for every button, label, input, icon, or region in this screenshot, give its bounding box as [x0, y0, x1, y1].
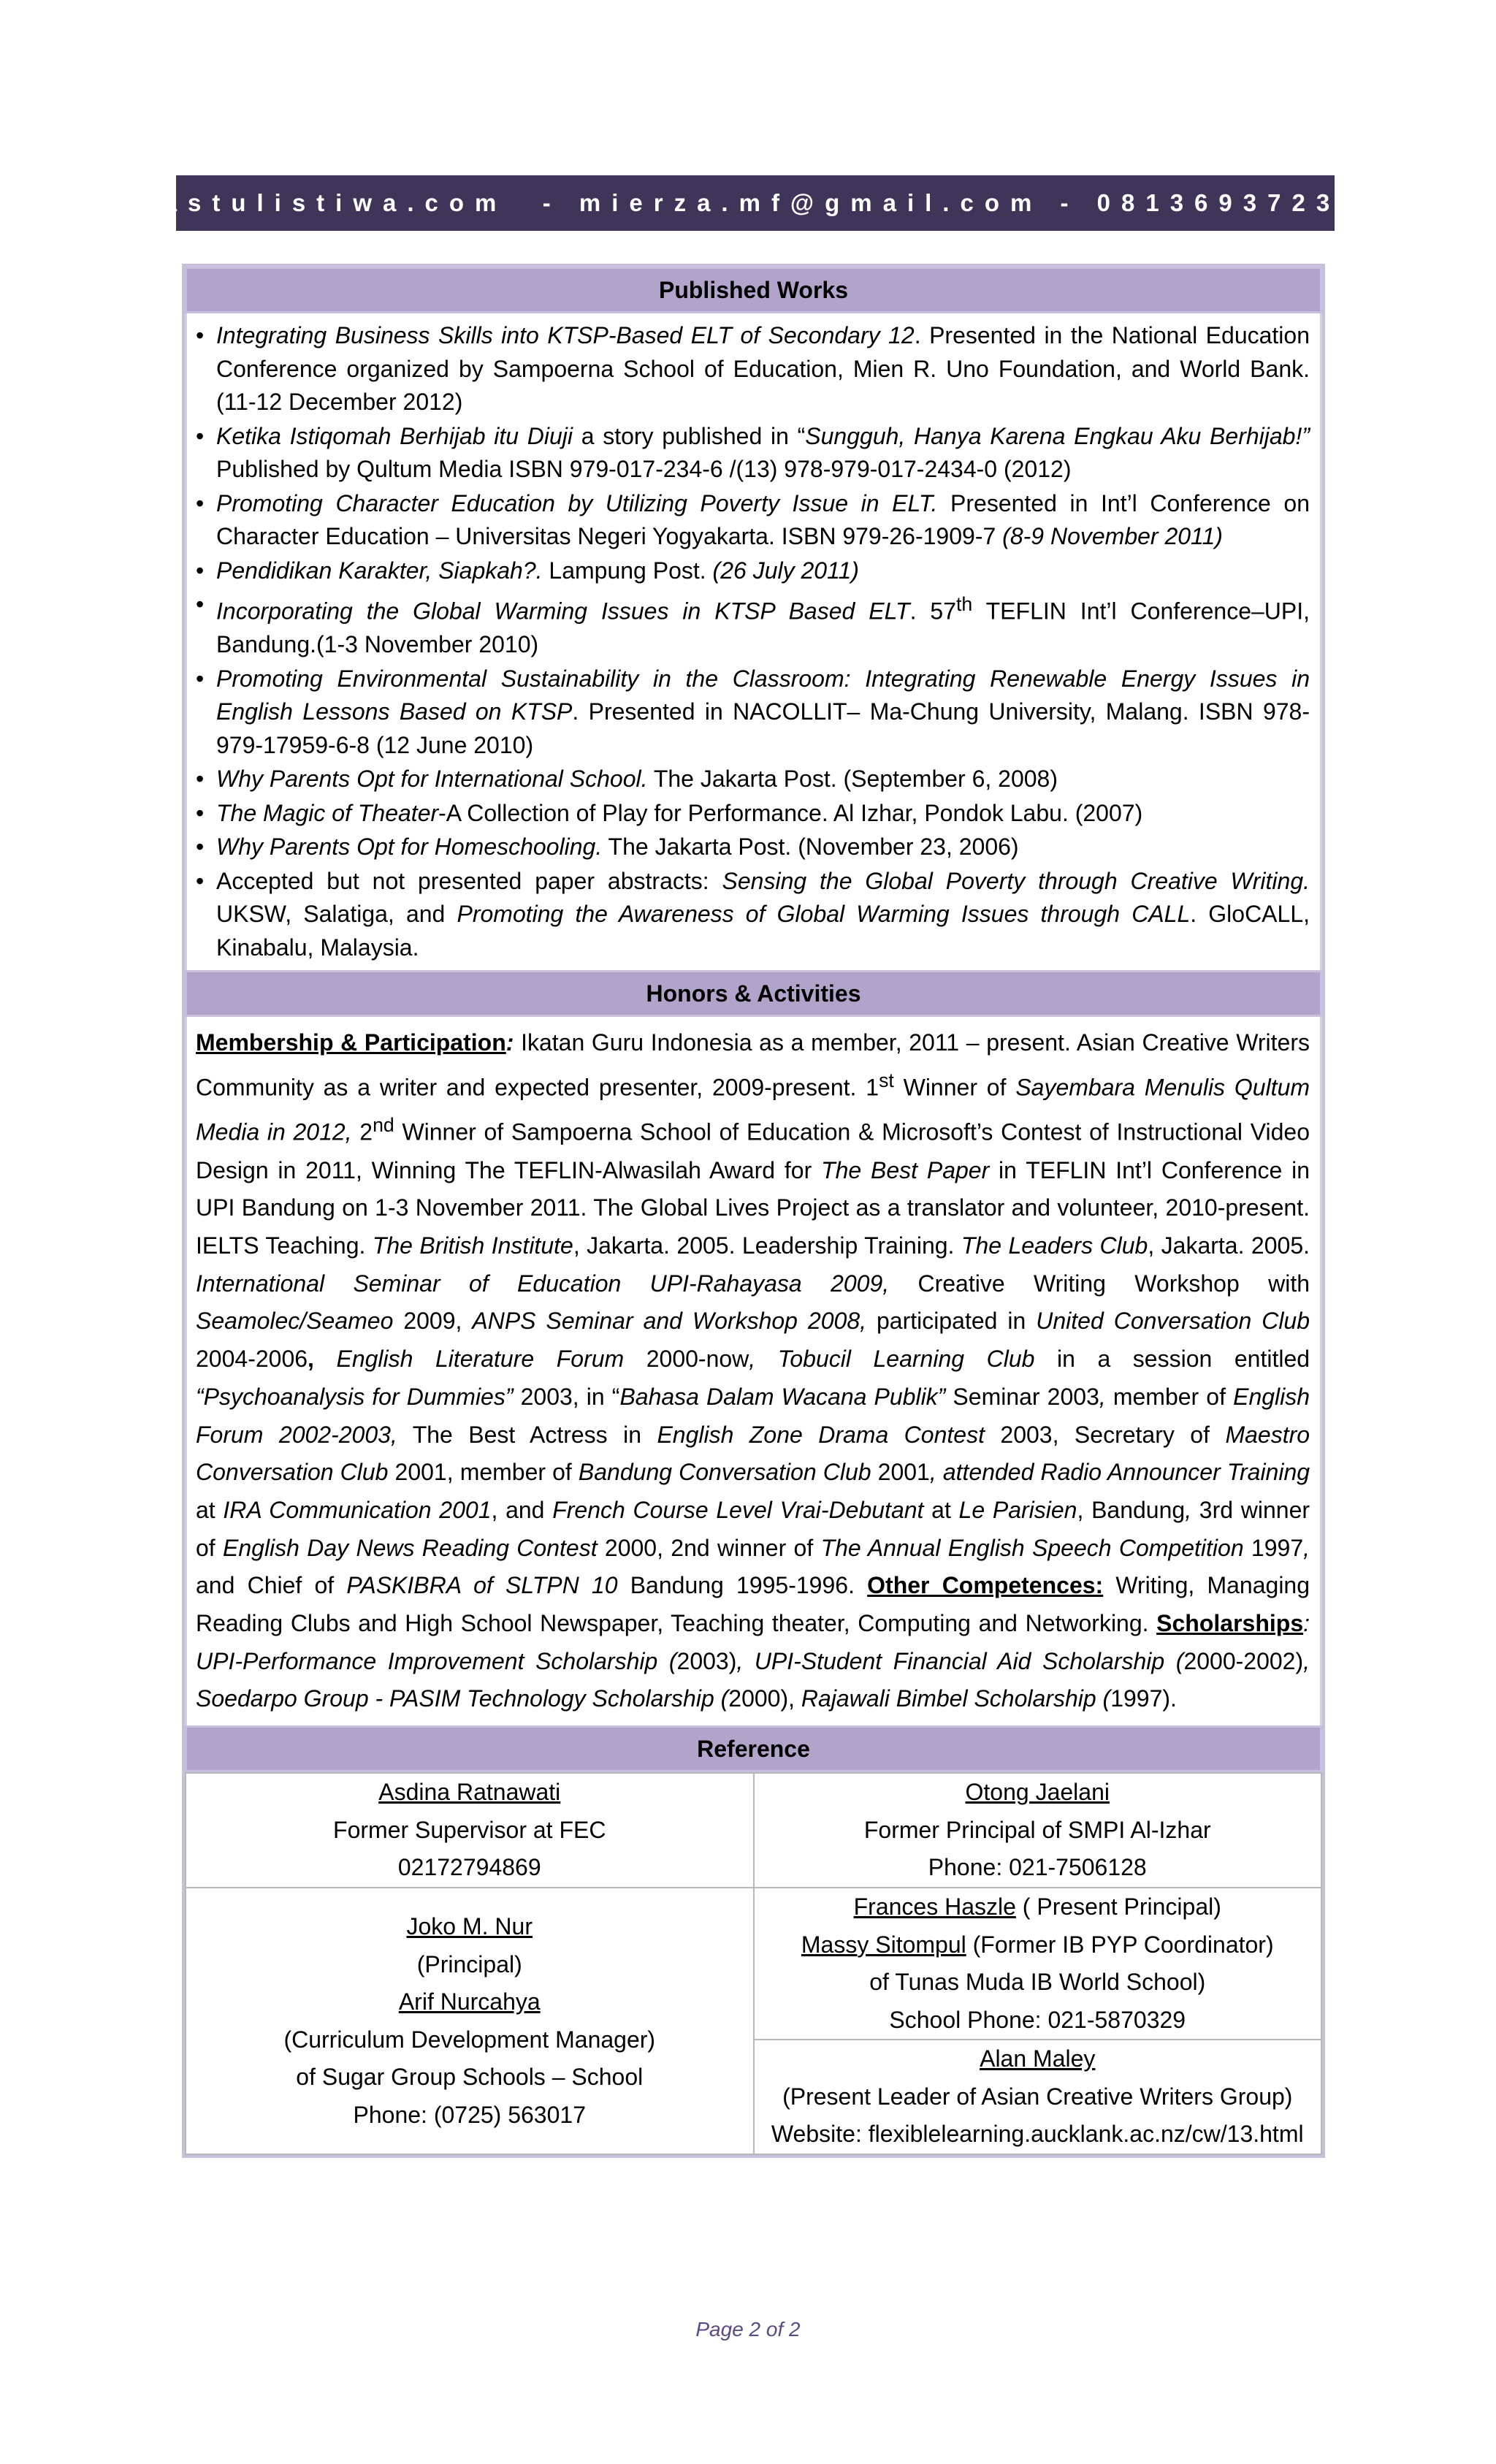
text: , Tobucil Learning Club	[749, 1346, 1035, 1373]
work-details: The Jakarta Post. (November 23, 2006)	[602, 834, 1019, 861]
text: French Course Level Vrai-Debutant	[552, 1496, 924, 1523]
reference-name: Massy Sitompul	[801, 1931, 966, 1958]
text: 2003, Secretary of	[984, 1421, 1226, 1448]
text: The Best Actress in	[397, 1421, 657, 1448]
list-item	[196, 554, 1310, 588]
text: Bahasa Dalam Wacana Publik”	[619, 1383, 946, 1410]
text: Creative Writing Workshop with	[889, 1270, 1310, 1297]
text: The Annual English Speech Competition	[820, 1534, 1244, 1561]
text: United Conversation Club	[1036, 1308, 1310, 1335]
work-title: Promoting Character Education by Utilizing Poverty Issue in ELT.	[216, 489, 938, 516]
reference-cell	[186, 1888, 754, 2154]
text: Writing, Managing Reading Clubs and High School Newspaper, Teaching theater, Computing and Networking.	[196, 1572, 1310, 1637]
text: ,	[308, 1346, 314, 1373]
text: Bandung 1995-1996.	[617, 1572, 868, 1599]
work-details: Published by Qultum Media ISBN 979-017-234-6 /(13) 978-979-017-2434-0 (2012)	[216, 456, 1072, 482]
text: in TEFLIN Int’l Conference in UPI Bandung on 1-3 November 2011. The Global Lives Project as a translator and volunteer, 2010-present. IELTS Teaching.	[196, 1156, 1310, 1259]
bullet-icon: •	[196, 322, 205, 348]
published-works-body	[185, 313, 1322, 970]
reference-detail: (Present Leader of Asian Creative Writers Group)	[782, 2083, 1293, 2110]
text: Rajawali Bimbel Scholarship (	[801, 1685, 1111, 1712]
bullet-icon: •	[196, 591, 205, 617]
text: 2000-2002)	[1183, 1647, 1304, 1674]
text: Ikatan Guru Indonesia as a member, 2011 – present. Asian Creative Writers Community as a writer and expected presenter, 2009-present. 1	[196, 1029, 1310, 1101]
reference-detail: of Sugar Group Schools – School	[296, 2064, 644, 2091]
published-works-heading	[185, 267, 1322, 313]
text: ,	[1303, 1534, 1310, 1561]
reference-detail: Former Supervisor at FEC	[333, 1816, 606, 1843]
text: English Zone Drama Contest	[657, 1421, 985, 1448]
text: Sayembara Menulis Qultum Media in 2012,	[196, 1074, 1310, 1145]
list-item	[196, 797, 1310, 831]
reference-cell	[754, 1773, 1322, 1888]
reference-cell	[754, 2040, 1322, 2154]
work-title: Why Parents Opt for International School.	[216, 766, 648, 793]
membership-label: Membership & Participation	[196, 1029, 506, 1056]
text: ,	[1099, 1383, 1106, 1410]
scholarships-label: Scholarships	[1156, 1610, 1304, 1637]
text: ,	[1185, 1496, 1192, 1523]
table-row	[186, 1888, 1321, 2040]
text: 2000-now	[624, 1346, 749, 1373]
work-details: Accepted but not presented paper abstracts:	[216, 867, 722, 894]
section-title: Reference	[697, 1735, 810, 1762]
list-item	[196, 831, 1310, 864]
work-details: TEFLIN Int’l Conference–UPI, Bandung.(1-3 November 2010)	[216, 598, 1310, 658]
work-title: Ketika Istiqomah Berhijab itu Diuji	[216, 422, 573, 449]
work-title: Integrating Business Skills into KTSP-Based ELT of Secondary 12	[216, 322, 915, 348]
list-item	[196, 663, 1310, 763]
text: English Literature Forum	[313, 1346, 625, 1373]
reference-detail: of Tunas Muda IB World School)	[869, 1969, 1206, 1996]
table-row	[186, 1773, 1321, 1888]
text: 3rd winner of	[196, 1496, 1310, 1561]
list-item	[196, 865, 1310, 965]
text: , Bandung	[1077, 1496, 1186, 1523]
work-details: . Presented in the National Education Conference organized by Sampoerna School of Education, Mien R. Uno Foundation, and World Bank. (11-12 December 2012)	[216, 322, 1310, 415]
honors-activities-body: Membership & Participation: Ikatan Guru Indonesia as a member, 2011 – present. Asian Creative Writers Community as a writer and expected presenter, 2009-present. 1st Winner of Sayembara Menulis Qultum Media in 2012, 2nd Winner of Sampoerna School of Education & Microsoft’s Contest of Instructional Video Design in 2011, Winning The TEFLIN-Alwasilah Award for The Best Paper in TEFLIN Int’l Conference in UPI Bandung on 1-3 November 2011. The Global Lives Project as a translator and volunteer, 2010-present. IELTS Teaching. The British Institute, Jakarta. 2005. Leadership Training. The Leaders Club, Jakarta. 2005. International Seminar of Education UPI-Rahayasa 2009, Creative Writing Workshop with Seamolec/Seameo 2009, ANPS Seminar and Workshop 2008, participated in United Conversation Club 2004-2006, English Literature Forum 2000-now, Tobucil Learning Club in a session entitled “Psychoanalysis for Dummies” 2003, in “Bahasa Dalam Wacana Publik” Seminar 2003, member of English Forum 2002-2003, The Best Actress in English Zone Drama Contest 2003, Secretary of Maestro Conversation Club 2001, member of Bandung Conversation Club 2001, attended Radio Announcer Training at IRA Communication 2001, and French Course Level Vrai-Debutant at Le Parisien, Bandung, 3rd winner of English Day News Reading Contest 2000, 2nd winner of The Annual English Speech Competition 1997, and Chief of PASKIBRA of SLTPN 10 Bandung 1995-1996. Other Competences: Writing, Managing Reading Clubs and High School Newspaper, Teaching theater, Computing and Networking. Scholarships: UPI-Performance Improvement Scholarship (2003), UPI-Student Financial Aid Scholarship (2000-2002), Soedarpo Group - PASIM Technology Scholarship (2000), Rajawali Bimbel Scholarship (1997).	[185, 1017, 1322, 1725]
text: , and	[491, 1496, 553, 1523]
text: , UPI-Student Financial Aid Scholarship (	[736, 1647, 1184, 1674]
reference-name: Asdina Ratnawati	[378, 1779, 561, 1806]
page-number: Page 2 of 2	[695, 2318, 801, 2341]
work-details: UKSW, Salatiga, and	[216, 901, 457, 928]
text: , attended Radio Announcer Training	[929, 1459, 1310, 1486]
work-details: -A Collection of Play for Performance. Al Izhar, Pondok Labu. (2007)	[438, 799, 1143, 826]
list-item	[196, 588, 1310, 662]
text: at	[923, 1496, 959, 1523]
work-title: Incorporating the Global Warming Issues in KTSP Based ELT	[216, 598, 910, 625]
other-competences-label: Other Competences:	[867, 1572, 1104, 1599]
list-item	[196, 319, 1310, 419]
section-title: Honors & Activities	[646, 980, 861, 1007]
work-details: Lampung Post.	[542, 557, 713, 584]
bullet-icon: •	[196, 799, 205, 826]
bullet-icon: •	[196, 867, 205, 894]
bullet-icon: •	[196, 489, 205, 516]
bullet-icon: •	[196, 422, 205, 449]
text: “Psychoanalysis for Dummies”	[196, 1383, 514, 1410]
text: member of	[1105, 1383, 1234, 1410]
text: 1997	[1243, 1534, 1304, 1561]
work-title: Why Parents Opt for Homeschooling.	[216, 834, 603, 861]
text: Seamolec/Seameo	[196, 1308, 394, 1335]
text: International Seminar of Education UPI-Rahayasa 2009,	[196, 1270, 890, 1297]
work-details: a story published in “	[572, 422, 806, 449]
reference-table	[185, 1772, 1322, 2155]
ordinal-suffix: th	[956, 593, 973, 615]
work-date: (8-9 November 2011)	[1002, 523, 1223, 549]
work-title: Promoting Environmental Sustainability in the Classroom: Integrating Renewable Energy Issues in English Lessons Based on KTSP	[216, 665, 1310, 725]
reference-detail: Former Principal of SMPI Al-Izhar	[863, 1816, 1211, 1843]
contact-header-bar	[121, 175, 1389, 231]
list-item	[196, 420, 1310, 487]
text: Maestro Conversation Club	[196, 1421, 1310, 1486]
work-book-title: Sungguh, Hanya Karena Engkau Aku Berhijab!”	[805, 422, 1310, 449]
reference-detail: (Principal)	[416, 1950, 522, 1977]
reference-detail: 02172794869	[397, 1854, 541, 1881]
text: 1997).	[1110, 1685, 1177, 1712]
text: 2003)	[676, 1647, 737, 1674]
text: in a session entitled	[1034, 1346, 1310, 1373]
reference-name: Arif Nurcahya	[398, 1988, 541, 2015]
work-title: Sensing the Global Poverty through Creative Writing.	[722, 867, 1310, 894]
text: : UPI-Performance Improvement Scholarship (	[196, 1610, 1310, 1674]
text: Le Parisien	[958, 1496, 1077, 1523]
published-works-list	[196, 319, 1310, 964]
text: 2003, in “	[513, 1383, 620, 1410]
list-item	[196, 487, 1310, 554]
work-details: . 57	[909, 598, 957, 625]
text: Seminar 2003	[945, 1383, 1099, 1410]
text: PASKIBRA of SLTPN 10	[346, 1572, 618, 1599]
text: 2001, member of	[388, 1459, 579, 1486]
text: , Jakarta. 2005. Leadership Training.	[573, 1232, 961, 1259]
work-title: Promoting the Awareness of Global Warming Issues through CALL	[457, 901, 1191, 928]
reference-detail: Phone: (0725) 563017	[353, 2101, 586, 2128]
text: Bandung Conversation Club	[578, 1459, 871, 1486]
text: 2001	[871, 1459, 930, 1486]
work-date: (26 July 2011)	[712, 557, 859, 584]
work-details: . GloCALL, Kinabalu, Malaysia.	[216, 901, 1310, 961]
honors-activities-heading	[185, 970, 1322, 1017]
text: 2	[351, 1118, 373, 1145]
text: English Forum 2002-2003,	[196, 1383, 1310, 1448]
bullet-icon: •	[196, 665, 205, 692]
reference-detail: ( Present Principal)	[1015, 1893, 1221, 1921]
reference-cell	[186, 1773, 754, 1888]
work-title: Pendidikan Karakter, Siapkah?.	[216, 557, 543, 584]
text: 2000, 2nd winner of	[597, 1534, 821, 1561]
text: , Jakarta. 2005.	[1148, 1232, 1310, 1259]
reference-name: Otong Jaelani	[965, 1779, 1110, 1806]
work-details: . Presented in NACOLLIT– Ma-Chung University, Malang. ISBN 978-979-17959-6-8 (12 June 2010)	[216, 698, 1310, 758]
reference-name: Alan Maley	[980, 2045, 1096, 2072]
text: The Best Paper	[821, 1156, 990, 1183]
work-details: Presented in Int’l Conference on Character Education – Universitas Negeri Yogyakarta. ISBN 979-26-1909-7	[216, 489, 1310, 549]
reference-heading	[185, 1725, 1322, 1772]
reference-cell	[754, 1888, 1322, 2040]
text: 2004-2006	[196, 1346, 308, 1373]
text: , Soedarpo Group - PASIM Technology Scholarship (	[196, 1647, 1310, 1712]
text: The Leaders Club	[961, 1232, 1148, 1259]
text: and Chief of	[196, 1572, 347, 1599]
bullet-icon: •	[196, 557, 205, 584]
text: Winner of	[893, 1074, 1016, 1101]
work-title: The Magic of Theater	[216, 799, 439, 826]
ordinal-suffix: nd	[373, 1114, 394, 1137]
work-details: The Jakarta Post. (September 6, 2008)	[647, 766, 1058, 793]
reference-detail: Phone: 021-7506128	[928, 1854, 1147, 1881]
reference-detail: (Curriculum Development Manager)	[283, 2026, 656, 2053]
text: at	[196, 1496, 224, 1523]
text: 2009,	[393, 1308, 473, 1335]
text: participated in	[866, 1308, 1037, 1335]
text: 2000),	[728, 1685, 801, 1712]
resume-page-2	[182, 264, 1325, 2158]
ordinal-suffix: st	[879, 1069, 894, 1091]
list-item	[196, 763, 1310, 796]
reference-detail: School Phone: 021-5870329	[889, 2006, 1186, 2033]
contact-line: klastulistiwa.com - mierza.mf@gmail.com - 081369372335	[121, 189, 1389, 216]
reference-detail: (Former IB PYP Coordinator)	[966, 1931, 1274, 1958]
text: English Day News Reading Contest	[223, 1534, 598, 1561]
text: Winner of Sampoerna School of Education & Microsoft’s Contest of Instructional Video Design in 2011, Winning The TEFLIN-Alwasilah Award for	[196, 1118, 1310, 1183]
section-title: Published Works	[658, 276, 848, 303]
bullet-icon: •	[196, 834, 205, 861]
text: The British Institute	[372, 1232, 573, 1259]
reference-detail: Website: flexiblelearning.aucklank.ac.nz/cw/13.html	[771, 2121, 1304, 2148]
reference-name: Frances Haszle	[853, 1893, 1016, 1921]
bullet-icon: •	[196, 766, 205, 793]
reference-name: Joko M. Nur	[406, 1913, 533, 1940]
text: ANPS Seminar and Workshop 2008,	[472, 1308, 867, 1335]
text: IRA Communication 2001	[223, 1496, 492, 1523]
